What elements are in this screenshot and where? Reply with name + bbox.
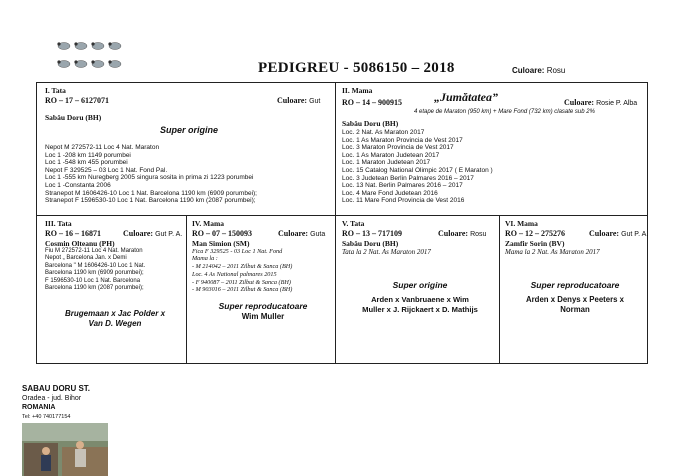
sire-color <box>277 96 320 106</box>
sire-line: Loc 1 -555 km Nuregberg 2005 singura sosita in prima zi 1223 porumbei <box>45 174 254 182</box>
ds-color <box>438 229 486 239</box>
sire-line: Loc 1 -Constanta 2006 <box>45 182 111 190</box>
ss-line: Barcelona 1190 km (2087 porumbei); <box>45 285 144 291</box>
sd-line: - F 940087 – 2011 Zilbut & Sanca (BH) <box>192 278 291 286</box>
dam-line: Loc. 3 Judetean Berlin Palmares 2016 – 2017 <box>342 174 474 182</box>
ss-line: Barcelona 1190 km (6909 porumbei); <box>45 270 144 276</box>
cell-dam-dam <box>505 219 649 360</box>
ss-line: Nepot „ Barcelona Jan. x Demi <box>45 255 127 261</box>
sd-line: Loc. 4 As National palmares 2015 <box>192 270 277 278</box>
sd-color-label: Culoare: <box>278 228 309 238</box>
dam-ring: RO – 14 – 900915 <box>342 97 402 107</box>
header-color-value: Rosu <box>546 66 566 75</box>
sire-line: Loc 1 -208 km 1149 porumbei <box>45 151 131 159</box>
breeder-name: SABAU DORU ST. <box>22 384 91 393</box>
ds-bloodline-line: Arden x Vanbruaene x Wim <box>371 295 469 305</box>
ss-owner: Cosmin Olteanu (PH) <box>45 238 115 248</box>
dam-line: Loc. 2 Nat. As Maraton 2017 <box>342 129 425 137</box>
dam-line: Loc. 1 As Maraton Provincia de Vest 2017 <box>342 136 463 144</box>
dd-color <box>589 229 648 239</box>
dam-line: Loc. 1 As Maraton Judetean 2017 <box>342 151 440 159</box>
ds-bloodline-line: Muller x J. Rijckaert x D. Mathijs <box>362 305 478 315</box>
dd-heading: VI. Mama <box>505 219 538 228</box>
ss-line: Fiu M 272572-11 Loc 4 Nat. Maraton <box>45 247 143 254</box>
sd-lines <box>192 248 334 295</box>
sd-color-value: Guta <box>310 230 326 238</box>
dam-subtitle: 4 etape de Maraton (950 km) + Mare Fond (732 km) clasate sub 2% <box>414 108 595 115</box>
page-title: PEDIGREU - 5086150 – 2018 <box>258 60 455 76</box>
ss-heading: III. Tata <box>45 219 72 228</box>
pigeons-logo-icon <box>56 38 128 74</box>
dd-bloodline-line: Arden x Denys x Peeters x <box>526 295 624 305</box>
dd-subtitle: Mama la 2 Nat. As Maraton 2017 <box>505 247 600 256</box>
cell-sire <box>45 87 333 213</box>
sire-color-label: Culoare: <box>277 95 308 105</box>
cell-dam <box>342 87 642 213</box>
sire-line: Nepot F 329525 – 03 Loc 1 Nat. Fond Pal. <box>45 166 168 174</box>
dam-line: Loc. 13 Nat. Berlin Palmares 2016 – 2017 <box>342 182 463 190</box>
sire-line: Stranepot M 1606426-10 Loc 1 Nat. Barcelona 1190 km (6909 porumbei); <box>45 189 257 197</box>
dam-line: Loc. 15 Catalog National Olimpic 2017 ( E Maraton ) <box>342 167 493 175</box>
header-color <box>512 66 565 75</box>
ds-owner: Sabău Doru (BH) <box>342 238 399 248</box>
ss-color-value: Gut P. A. <box>155 230 183 238</box>
dam-color-label: Culoare: <box>564 97 595 107</box>
sire-color-value: Gut <box>309 97 321 105</box>
ds-subtitle: Tata la 2 Nat. As Maraton 2017 <box>342 247 431 256</box>
dam-line: Loc. 4 Mare Fond Judetean 2016 <box>342 189 438 197</box>
sd-line: - M 903016 – 2011 Zilbut & Sanca (BH) <box>192 286 293 294</box>
sire-achievements <box>45 144 333 205</box>
ss-bloodline-line: Brugemaan x Jac Polder x <box>64 308 166 318</box>
ss-lines <box>45 248 185 293</box>
dam-nickname: „Jumătatea” <box>434 89 499 104</box>
ds-heading: V. Tata <box>342 219 365 228</box>
header-color-label: Culoare: <box>512 66 545 75</box>
ds-highlight: Super origine <box>392 279 448 290</box>
breeder-phone: Tel: +40 740177154 <box>22 414 71 420</box>
ds-color-label: Culoare: <box>438 228 469 238</box>
pedigree-table <box>36 82 648 364</box>
cell-sire-dam <box>192 220 334 360</box>
dd-bloodline-line: Norman <box>560 305 590 315</box>
sd-line: Fica F 329525 - 03 Loc 1 Nat. Fond <box>192 247 283 255</box>
sire-line: Nepot M 272572-11 Loc 4 Nat. Maraton <box>45 144 160 152</box>
sire-highlight: Super origine <box>159 124 218 135</box>
cell-dam-sire <box>342 220 498 360</box>
sire-heading: I. Tata <box>45 86 66 95</box>
sd-highlight: Super reproducatoare <box>218 301 308 312</box>
ss-color-label: Culoare: <box>123 228 154 238</box>
sd-color <box>278 229 325 239</box>
sd-bloodline: Wim Muller <box>241 311 285 321</box>
sire-line: Stranepot F 1596530-10 Loc 1 Nat. Barcelona 1190 km (2087 porumbei); <box>45 197 256 205</box>
ss-bloodline-line: Van D. Wegen <box>88 318 142 328</box>
ds-ring: RO – 13 – 717109 <box>342 228 402 238</box>
ds-color-value: Rosu <box>470 230 487 238</box>
sd-line: Mama la : <box>192 255 218 263</box>
sire-line: Loc 1 -548 km 455 porumbei <box>45 159 128 167</box>
dam-achievements <box>342 129 642 205</box>
ss-line: F 1596530-10 Loc 1 Nat. Barcelona <box>45 277 141 284</box>
dam-line: Loc. 1 Maraton Judetean 2017 <box>342 159 431 167</box>
dam-owner: Sabău Doru (BH) <box>342 119 399 129</box>
dd-bloodline <box>505 295 645 315</box>
dam-line: Loc. 11 Mare Fond Provincia de Vest 2016 <box>342 197 465 205</box>
sd-owner: Man Simion (SM) <box>192 238 250 248</box>
ss-line: Barcelona " M 1606426-10 Loc 1 Nat. <box>45 262 146 269</box>
sire-owner: Sabău Doru (BH) <box>45 112 102 122</box>
dd-ring: RO – 12 – 275276 <box>505 228 565 238</box>
sd-line: - M 214042 – 2011 Zilbut & Sanca (BH) <box>192 263 293 271</box>
sd-ring: RO – 07 – 150093 <box>192 228 252 238</box>
breeder-photo <box>22 423 108 476</box>
ss-ring: RO – 16 – 16871 <box>45 228 101 238</box>
sd-heading: IV. Mama <box>192 219 224 228</box>
breeder-country: ROMANIA <box>22 404 56 411</box>
dd-highlight: Super reproducatoare <box>530 279 620 290</box>
ss-color <box>123 229 182 239</box>
ss-bloodline <box>45 309 185 329</box>
dam-line: Loc. 3 Maraton Provincia de Vest 2017 <box>342 144 454 152</box>
ds-bloodline <box>342 295 498 315</box>
dam-color <box>564 98 637 108</box>
dd-color-label: Culoare: <box>589 228 620 238</box>
breeder-city: Oradea - jud. Bihor <box>22 395 82 402</box>
dd-color-value: Gut P. A. <box>621 230 649 238</box>
cell-sire-sire <box>45 220 185 360</box>
dam-heading: II. Mama <box>342 86 373 95</box>
dd-owner: Zamfir Sorin (BV) <box>505 238 565 248</box>
sire-ring: RO – 17 – 6127071 <box>45 95 109 105</box>
dam-color-value: Rosie P. Alba <box>596 99 638 107</box>
